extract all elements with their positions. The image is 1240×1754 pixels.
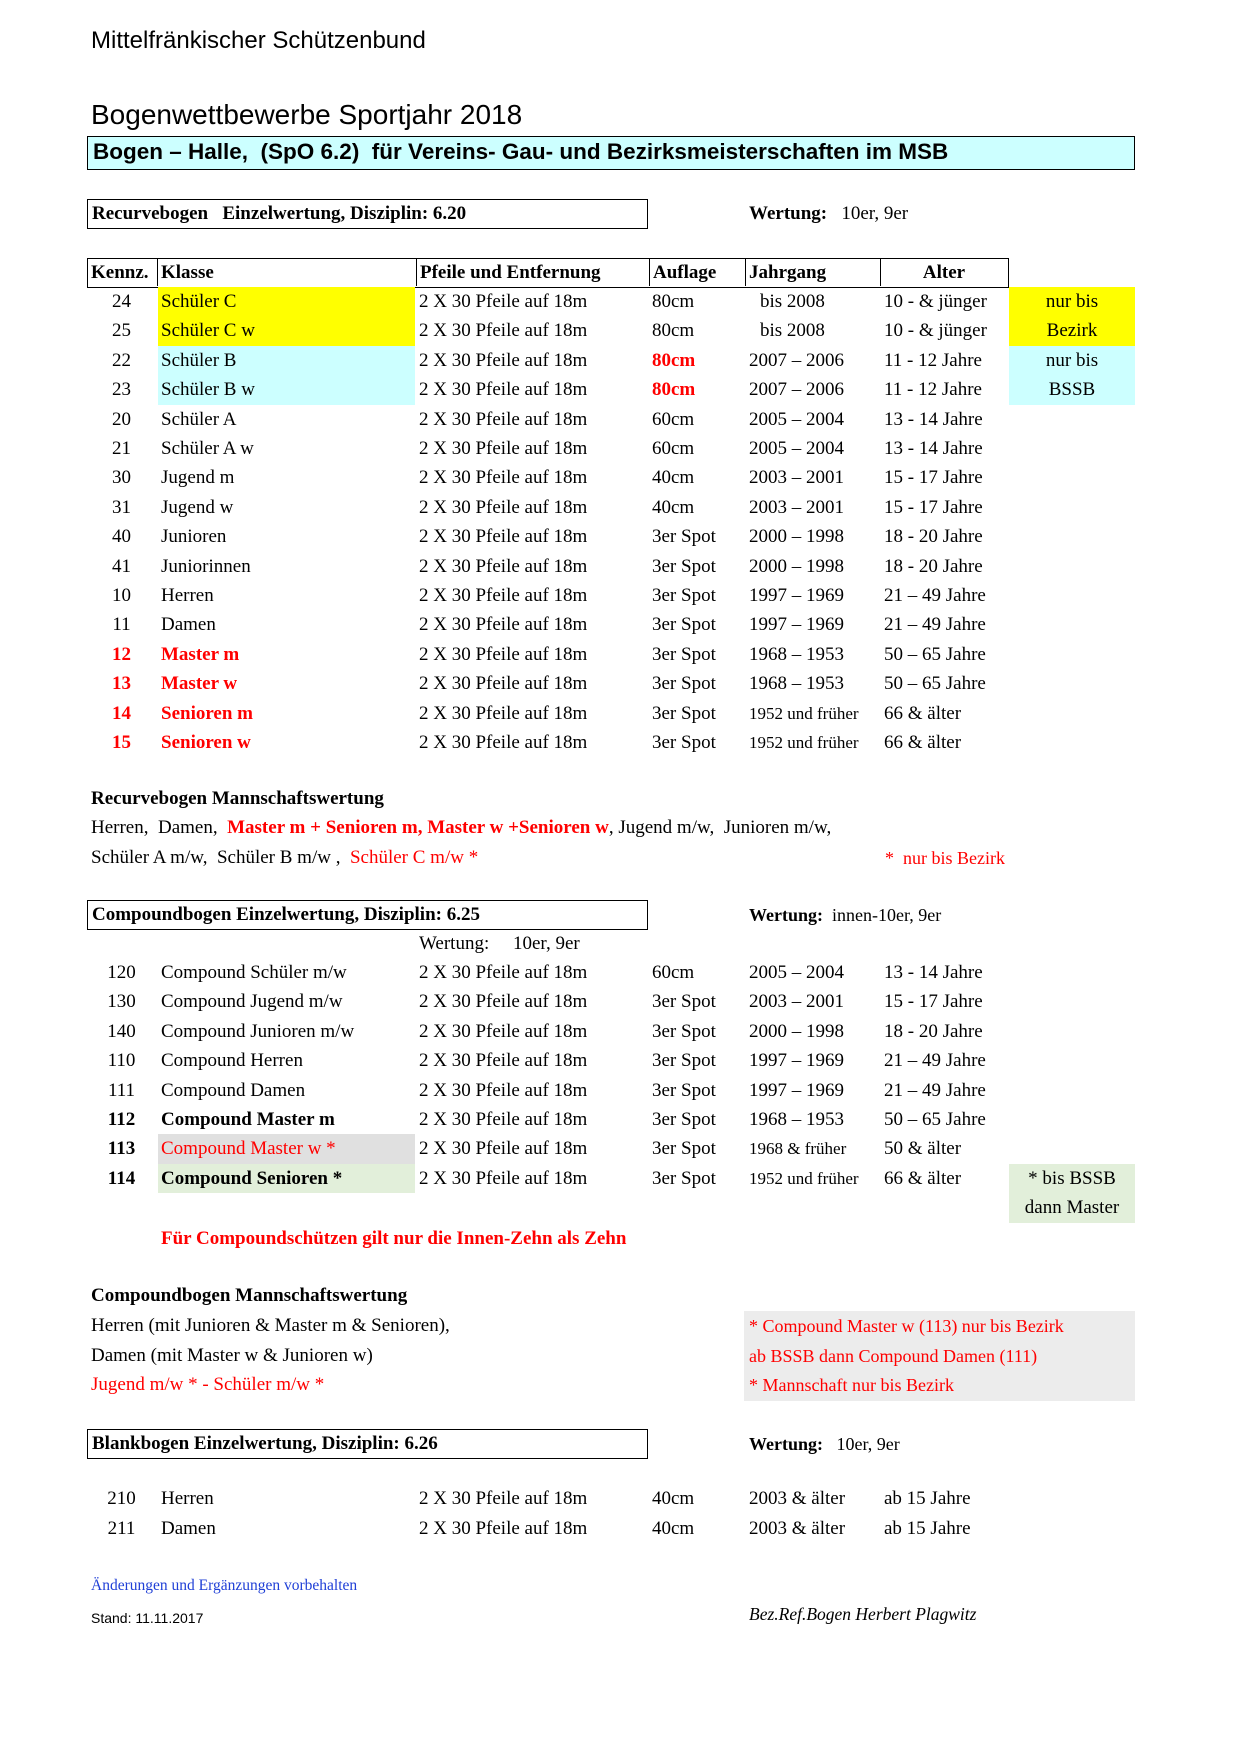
pfeile-cell: 2 X 30 Pfeile auf 18m [419, 467, 588, 489]
pfeile-cell: 2 X 30 Pfeile auf 18m [419, 555, 588, 577]
jahrgang-cell: 1968 – 1953 [749, 673, 844, 695]
kennz-cell: 20 [112, 408, 131, 430]
jahrgang-cell: 2007 – 2006 [749, 379, 844, 401]
alter-cell: 10 - & jünger [884, 291, 987, 312]
jahrgang-cell: 2007 – 2006 [749, 349, 844, 371]
pfeile-cell: 2 X 30 Pfeile auf 18m [419, 1517, 588, 1539]
jahrgang-cell: 2005 – 2004 [749, 438, 844, 459]
table-row [0, 316, 1240, 345]
auflage-cell: 3er Spot [652, 732, 716, 753]
pfeile-cell: 2 X 30 Pfeile auf 18m [419, 1020, 588, 1042]
klasse-cell: Master w [161, 673, 238, 695]
signature: Bez.Ref.Bogen Herbert Plagwitz [749, 1604, 977, 1624]
auflage-cell: 3er Spot [652, 585, 716, 606]
auflage-cell: 40cm [652, 1517, 695, 1539]
alter-cell: 21 – 49 Jahre [884, 585, 986, 606]
pfeile-cell: 2 X 30 Pfeile auf 18m [419, 408, 588, 430]
klasse-cell: Herren [161, 1488, 214, 1510]
pfeile-cell: 2 X 30 Pfeile auf 18m [419, 1079, 588, 1101]
alter-cell: 15 - 17 Jahre [884, 496, 983, 518]
jahrgang-cell: 2003 & älter [749, 1488, 846, 1510]
auflage-cell: 80cm [652, 379, 696, 401]
table-row [0, 669, 1240, 698]
table-row [0, 1514, 1240, 1543]
auflage-cell: 3er Spot [652, 673, 716, 695]
recurve-team-note: * nur bis Bezirk [885, 848, 1005, 868]
table-row [0, 434, 1240, 463]
klasse-cell: Schüler A [161, 408, 237, 430]
klasse-cell: Schüler B w [158, 375, 415, 404]
alter-cell: 50 – 65 Jahre [884, 643, 986, 665]
compound-rule-note: Für Compoundschützen gilt nur die Innen-Zehn als Zehn [161, 1228, 627, 1249]
wertung-value: innen-10er, 9er [823, 905, 942, 925]
auflage-cell: 3er Spot [652, 555, 716, 577]
alter-cell: 66 & älter [884, 702, 962, 724]
klasse-cell: Damen [161, 1517, 216, 1539]
table-row [0, 581, 1240, 610]
pfeile-cell: 2 X 30 Pfeile auf 18m [419, 496, 588, 518]
jahrgang-cell: 2005 – 2004 [749, 408, 844, 430]
pfeile-cell: 2 X 30 Pfeile auf 18m [419, 673, 588, 695]
kennz-cell: 41 [112, 555, 131, 577]
jahrgang-cell: 1997 – 1969 [749, 614, 844, 636]
jahrgang-cell: 1968 & früher [749, 1139, 847, 1159]
alter-cell: 10 - & jünger [884, 320, 987, 342]
recurve-section-box: Recurvebogen Einzelwertung, Disziplin: 6.20 [87, 199, 648, 229]
wertung-label: Wertung: [749, 203, 828, 224]
kennz-cell: 211 [107, 1517, 136, 1539]
auflage-cell: 60cm [652, 408, 695, 430]
jahrgang-cell: 1968 – 1953 [749, 1109, 844, 1130]
pfeile-cell: 2 X 30 Pfeile auf 18m [419, 1138, 588, 1160]
auflage-cell: 60cm [652, 962, 695, 983]
recurve-team-line-2 [91, 843, 478, 873]
auflage-cell: 40cm [652, 467, 695, 489]
auflage-cell: 3er Spot [652, 643, 716, 665]
auflage-cell: 3er Spot [652, 526, 716, 548]
alter-cell: 11 - 12 Jahre [884, 379, 982, 401]
jahrgang-cell: 2003 – 2001 [749, 496, 844, 518]
pfeile-cell: 2 X 30 Pfeile auf 18m [419, 1109, 588, 1130]
jahrgang-cell: 2000 – 1998 [749, 1020, 844, 1042]
team-text: Herren, Damen, [91, 817, 228, 838]
klasse-cell: Senioren m [161, 702, 254, 724]
auflage-cell: 3er Spot [652, 1109, 716, 1130]
jahrgang-cell: 2000 – 1998 [749, 555, 844, 577]
kennz-cell: 111 [107, 1079, 136, 1101]
pfeile-cell: 2 X 30 Pfeile auf 18m [419, 438, 588, 459]
compound-wertung-secondary [419, 929, 580, 958]
klasse-cell: Compound Herren [161, 1050, 303, 1072]
klasse-cell: Damen [161, 614, 216, 636]
auflage-cell: 80cm [652, 320, 695, 342]
alter-cell: 18 - 20 Jahre [884, 1020, 983, 1042]
title-banner: Bogen – Halle, (SpO 6.2) für Vereins- Gau- und Bezirksmeisterschaften im MSB [87, 136, 1135, 170]
pfeile-cell: 2 X 30 Pfeile auf 18m [419, 991, 588, 1013]
kennz-cell: 110 [107, 1050, 136, 1072]
klasse-cell: Junioren [161, 526, 227, 548]
kennz-cell: 10 [112, 585, 131, 606]
recurve-team-line-1 [91, 813, 831, 843]
table-row [0, 375, 1240, 404]
pfeile-cell: 2 X 30 Pfeile auf 18m [419, 349, 588, 371]
pfeile-cell: 2 X 30 Pfeile auf 18m [419, 962, 588, 983]
table-row [0, 1046, 1240, 1075]
team-text: Schüler A m/w, Schüler B m/w , [91, 847, 350, 868]
kennz-cell: 210 [107, 1488, 136, 1510]
auflage-cell: 80cm [652, 349, 696, 371]
column-header-klasse: Klasse [157, 259, 416, 286]
pfeile-cell: 2 X 30 Pfeile auf 18m [419, 1488, 588, 1510]
kennz-cell: 30 [112, 467, 131, 489]
team-text-highlight: Master m + Senioren m, Master w +Senioren w [227, 817, 609, 838]
pfeile-cell: 2 X 30 Pfeile auf 18m [419, 585, 588, 606]
table-row [0, 287, 1240, 316]
table-row [0, 1484, 1240, 1513]
wertung-value: 10er, 9er [489, 933, 580, 954]
column-header-kennz: Kennz. [91, 262, 149, 283]
jahrgang-cell: 1952 und früher [749, 1168, 859, 1188]
auflage-cell: 3er Spot [652, 1079, 716, 1101]
kennz-cell: 21 [112, 438, 131, 459]
stand-date: Stand: 11.11.2017 [91, 1610, 204, 1626]
table-row [0, 728, 1240, 757]
klasse-cell: Juniorinnen [161, 555, 251, 577]
alter-cell: 66 & älter [884, 1167, 962, 1189]
kennz-cell: 40 [112, 526, 131, 548]
column-header-pfeile: Pfeile und Entfernung [416, 259, 649, 286]
note-line: dann Master [1024, 1197, 1120, 1219]
kennz-cell: 112 [107, 1109, 136, 1130]
alter-cell: 50 & älter [884, 1138, 962, 1160]
note-cell: Bezirk [1009, 316, 1135, 345]
klasse-cell: Compound Junioren m/w [161, 1020, 355, 1042]
note-line: * Mannschaft nur bis Bezirk [749, 1375, 954, 1395]
wertung-label: Wertung: [749, 905, 823, 925]
jahrgang-cell: 1997 – 1969 [749, 1079, 844, 1101]
jahrgang-cell: 2003 – 2001 [749, 467, 844, 489]
wertung-label: Wertung: [749, 1434, 823, 1454]
kennz-cell: 25 [112, 320, 131, 342]
team-text-highlight: Schüler C m/w * [349, 847, 479, 868]
alter-cell: 15 - 17 Jahre [884, 467, 983, 489]
table-row [0, 987, 1240, 1016]
kennz-cell: 11 [112, 614, 131, 636]
auflage-cell: 60cm [652, 438, 695, 459]
klasse-cell: Schüler B [158, 346, 415, 375]
alter-cell: 13 - 14 Jahre [884, 438, 983, 459]
auflage-cell: 3er Spot [652, 614, 716, 636]
auflage-cell: 80cm [652, 291, 695, 312]
auflage-cell: 3er Spot [652, 1020, 716, 1042]
auflage-cell: 3er Spot [652, 1138, 716, 1160]
klasse-cell: Schüler A w [161, 438, 254, 459]
alter-cell: 13 - 14 Jahre [884, 962, 983, 983]
jahrgang-cell: 1952 und früher [749, 703, 859, 723]
table-row [0, 699, 1240, 728]
klasse-cell: Compound Damen [161, 1079, 306, 1101]
compound-team-title: Compoundbogen Mannschaftswertung [91, 1285, 408, 1306]
pfeile-cell: 2 X 30 Pfeile auf 18m [419, 379, 588, 401]
auflage-cell: 3er Spot [652, 991, 716, 1013]
disclaimer-text: Änderungen und Ergänzungen vorbehalten [91, 1577, 358, 1594]
pfeile-cell: 2 X 30 Pfeile auf 18m [419, 1050, 588, 1072]
alter-cell: ab 15 Jahre [884, 1488, 971, 1510]
alter-cell: 21 – 49 Jahre [884, 614, 986, 636]
klasse-cell: Master m [161, 643, 240, 665]
table-header [87, 258, 1009, 288]
pfeile-cell: 2 X 30 Pfeile auf 18m [419, 732, 588, 753]
kennz-cell: 31 [112, 496, 131, 518]
jahrgang-cell: 2003 & älter [749, 1517, 846, 1539]
column-header-auflage: Auflage [649, 259, 745, 286]
pfeile-cell: 2 X 30 Pfeile auf 18m [419, 320, 588, 342]
table-row [0, 958, 1240, 987]
table-row [0, 1076, 1240, 1105]
klasse-cell: Schüler C [158, 287, 415, 316]
alter-cell: 15 - 17 Jahre [884, 991, 983, 1013]
table-row [0, 493, 1240, 522]
document-title: Bogenwettbewerbe Sportjahr 2018 [91, 99, 523, 130]
compound-wertung [749, 900, 941, 930]
kennz-cell: 130 [107, 991, 136, 1013]
recurve-wertung [749, 199, 908, 229]
table-row [0, 610, 1240, 639]
blank-section-box: Blankbogen Einzelwertung, Disziplin: 6.26 [87, 1429, 648, 1459]
alter-cell: 18 - 20 Jahre [884, 555, 983, 577]
klasse-cell: Jugend m [161, 467, 235, 489]
kennz-cell: 24 [112, 291, 131, 312]
jahrgang-cell: 2005 – 2004 [749, 962, 844, 983]
klasse-cell: Schüler C w [158, 316, 415, 345]
klasse-cell: Compound Senioren * [158, 1164, 415, 1193]
alter-cell: 21 – 49 Jahre [884, 1079, 986, 1101]
kennz-cell: 13 [112, 673, 131, 695]
wertung-label: Wertung: [419, 933, 490, 954]
column-header-alter: Alter [880, 259, 1007, 286]
kennz-cell: 120 [107, 962, 136, 983]
note-line: * bis BSSB [1028, 1168, 1116, 1189]
alter-cell: 50 – 65 Jahre [884, 673, 986, 695]
note-line: ab BSSB dann Compound Damen (111) [749, 1346, 1038, 1366]
pfeile-cell: 2 X 30 Pfeile auf 18m [419, 526, 588, 548]
jahrgang-cell: 2000 – 1998 [749, 526, 844, 548]
auflage-cell: 3er Spot [652, 1167, 716, 1189]
pfeile-cell: 2 X 30 Pfeile auf 18m [419, 291, 588, 312]
table-row [0, 346, 1240, 375]
jahrgang-cell: 1997 – 1969 [749, 585, 844, 606]
auflage-cell: 3er Spot [652, 1050, 716, 1072]
klasse-cell: Senioren w [161, 732, 251, 753]
table-row [0, 463, 1240, 492]
kennz-cell: 15 [112, 732, 131, 753]
alter-cell: 13 - 14 Jahre [884, 408, 983, 430]
alter-cell: ab 15 Jahre [884, 1517, 971, 1539]
compound-team-line-2: Damen (mit Master w & Junioren w) [91, 1345, 373, 1366]
kennz-cell: 14 [112, 702, 131, 724]
alter-cell: 18 - 20 Jahre [884, 526, 983, 548]
column-header-jahrgang: Jahrgang [745, 259, 880, 286]
jahrgang-cell: 1997 – 1969 [749, 1050, 844, 1072]
jahrgang-cell: 2003 – 2001 [749, 991, 844, 1013]
note-cell: nur bis [1009, 346, 1135, 375]
blank-wertung [749, 1429, 900, 1459]
jahrgang-cell: 1968 – 1953 [749, 643, 844, 665]
table-row [0, 640, 1240, 669]
kennz-cell: 140 [107, 1020, 136, 1042]
wertung-value: 10er, 9er [827, 203, 909, 224]
compound-team-line-1: Herren (mit Junioren & Master m & Senioren), [91, 1315, 450, 1336]
jahrgang-cell: bis 2008 [760, 320, 825, 342]
klasse-cell: Compound Master m [161, 1109, 335, 1130]
compound-team-line-3: Jugend m/w * - Schüler m/w * [91, 1374, 325, 1395]
table-row [0, 1134, 1240, 1163]
kennz-cell: 113 [107, 1138, 136, 1160]
compound-senioren-note [1009, 1164, 1135, 1223]
jahrgang-cell: bis 2008 [760, 291, 825, 312]
kennz-cell: 114 [107, 1167, 136, 1189]
alter-cell: 66 & älter [884, 732, 962, 753]
table-row [0, 1105, 1240, 1134]
alter-cell: 50 – 65 Jahre [884, 1109, 986, 1130]
pfeile-cell: 2 X 30 Pfeile auf 18m [419, 643, 588, 665]
klasse-cell: Jugend w [161, 496, 234, 518]
klasse-cell: Compound Jugend m/w [161, 991, 343, 1013]
note-cell: BSSB [1009, 375, 1135, 404]
pfeile-cell: 2 X 30 Pfeile auf 18m [419, 614, 588, 636]
kennz-cell: 12 [112, 643, 131, 665]
note-cell: nur bis [1009, 287, 1135, 316]
kennz-cell: 22 [112, 349, 131, 371]
auflage-cell: 40cm [652, 496, 695, 518]
compound-section-box: Compoundbogen Einzelwertung, Disziplin: 6.25 [87, 900, 648, 930]
compound-team-notes-box [744, 1311, 1135, 1401]
note-line: * Compound Master w (113) nur bis Bezirk [749, 1316, 1064, 1336]
pfeile-cell: 2 X 30 Pfeile auf 18m [419, 702, 588, 724]
auflage-cell: 3er Spot [652, 702, 716, 724]
klasse-cell: Herren [161, 585, 214, 606]
wertung-value: 10er, 9er [823, 1434, 900, 1454]
recurve-team-title: Recurvebogen Mannschaftswertung [91, 788, 384, 809]
table-row [0, 522, 1240, 551]
table-row [0, 405, 1240, 434]
organization-name: Mittelfränkischer Schützenbund [91, 27, 426, 54]
klasse-cell: Compound Schüler m/w [161, 962, 347, 983]
klasse-cell: Compound Master w * [158, 1134, 415, 1163]
table-row [0, 1017, 1240, 1046]
auflage-cell: 40cm [652, 1488, 695, 1510]
alter-cell: 21 – 49 Jahre [884, 1050, 986, 1072]
table-row [0, 552, 1240, 581]
team-text: , Jugend m/w, Junioren m/w, [608, 817, 832, 838]
alter-cell: 11 - 12 Jahre [884, 349, 982, 371]
pfeile-cell: 2 X 30 Pfeile auf 18m [419, 1167, 588, 1189]
kennz-cell: 23 [112, 379, 131, 401]
jahrgang-cell: 1952 und früher [749, 733, 859, 752]
